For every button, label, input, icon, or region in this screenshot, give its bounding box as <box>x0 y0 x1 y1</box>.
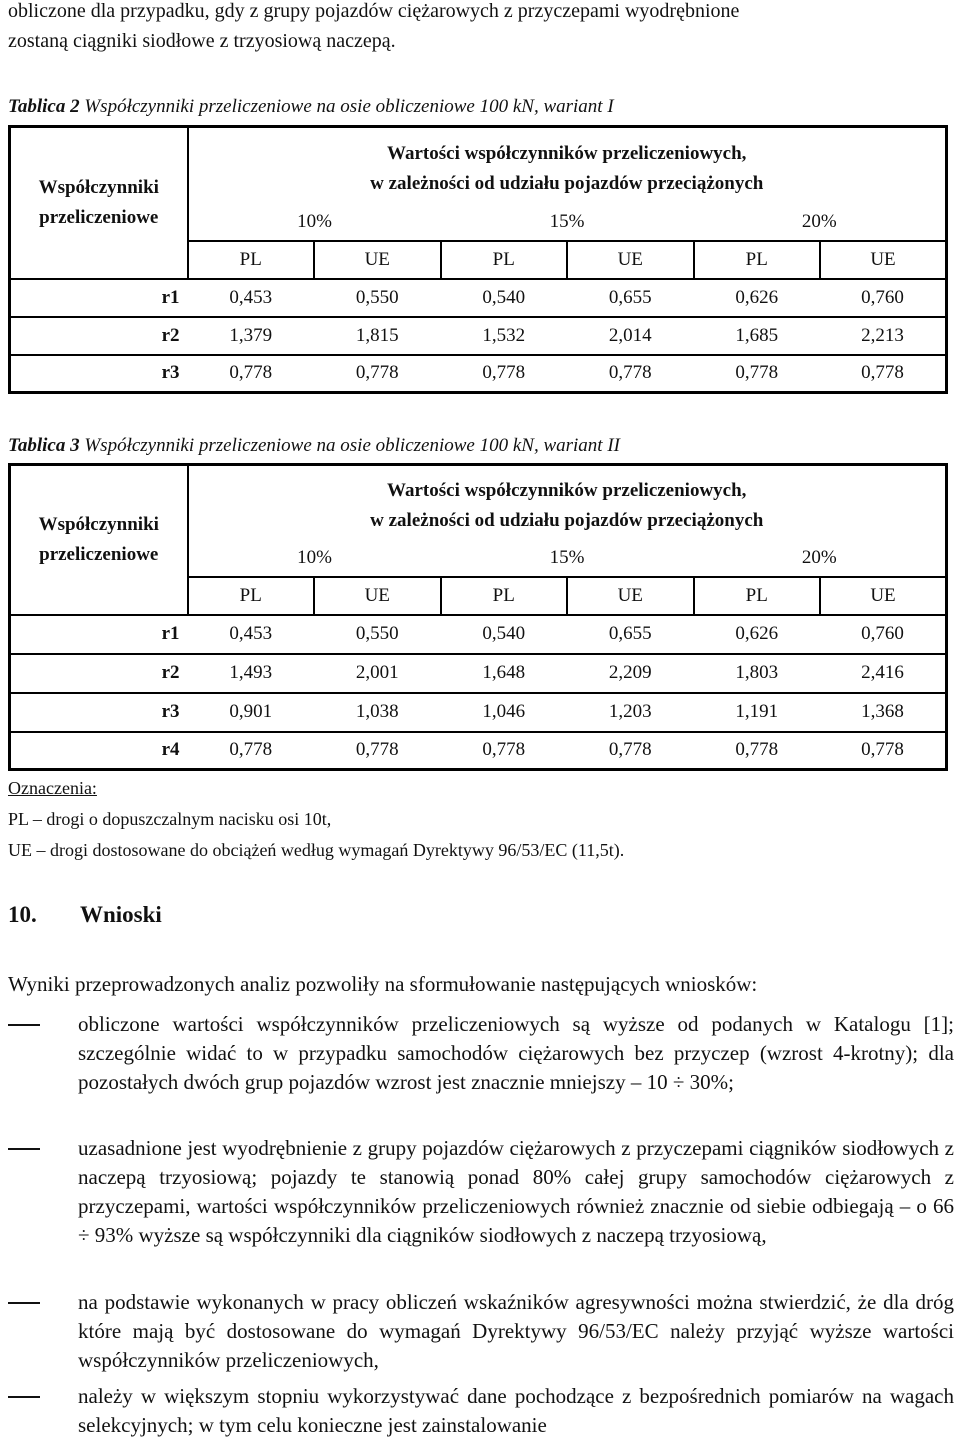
row-label: r4 <box>161 739 180 761</box>
table-cell: 0,655 <box>608 286 652 308</box>
table-cell: 2,209 <box>608 662 652 683</box>
table3-percent-20: 20% <box>694 541 947 577</box>
table3-percent-10: 10% <box>188 541 441 577</box>
table3-caption-text: Współczynniki przeliczeniowe na osie obliczeniowe 100 kN, wariant II <box>84 435 620 456</box>
table-row <box>10 615 947 654</box>
table3-left-header-2: przeliczeniowe <box>39 543 159 565</box>
table-cell: 0,550 <box>355 623 399 644</box>
table2-percent-20: 20% <box>694 205 947 241</box>
table-cell: 0,778 <box>482 362 526 384</box>
bullet-item-4: należy w większym stopniu wykorzystywać dane pochodzące z bezpośrednich pomiarów na wagach selekcyjnych; w tym celu konieczne jest zainstalowanie <box>78 1384 954 1437</box>
legend-ue: UE – drogi dostosowane do obciążeń według wymagań Dyrektywy 96/53/EC (11,5t). <box>8 840 625 860</box>
table-cell: 0,778 <box>861 362 904 384</box>
table2-sub-ue: UE <box>567 241 694 279</box>
table-cell: 1,379 <box>229 324 273 346</box>
table2-sub-ue: UE <box>870 248 896 270</box>
table3-caption-label: Tablica 3 <box>8 435 80 456</box>
table-cell: 0,760 <box>861 286 904 308</box>
conclusions-intro: Wyniki przeprowadzonych analiz pozwoliły na sformułowanie następujących wniosków: <box>8 972 758 996</box>
table3-percent-15: 15% <box>441 541 694 577</box>
table-cell: 0,453 <box>229 623 273 644</box>
table2 <box>8 125 948 394</box>
table2-left-header <box>10 127 188 279</box>
table2-caption-text: Współczynniki przeliczeniowe na osie obliczeniowe 100 kN, wariant I <box>84 96 614 117</box>
table-cell: 0,540 <box>482 286 526 308</box>
table-cell: 0,626 <box>735 623 779 644</box>
dash-bullet-marker <box>8 1302 40 1304</box>
section-title: Wnioski <box>80 902 162 927</box>
table-cell: 0,778 <box>355 362 399 384</box>
table-cell: 1,203 <box>608 701 652 722</box>
row-label: r3 <box>161 362 180 384</box>
section-heading <box>8 902 162 928</box>
table2-sub-pl: PL <box>188 241 315 279</box>
table3-caption <box>8 435 620 457</box>
legend-pl: PL – drogi o dopuszczalnym nacisku osi 10t, <box>8 809 332 829</box>
table2-values-header-2: w zależności od udziału pojazdów przeciążonych <box>370 173 764 195</box>
table-cell: 2,001 <box>355 662 399 683</box>
table-cell: 1,046 <box>482 701 526 722</box>
table-row <box>10 654 947 693</box>
table-cell: 0,655 <box>608 623 652 644</box>
table2-percent-15: 15% <box>441 205 694 241</box>
table-cell: 0,760 <box>861 623 904 644</box>
table2-caption-label: Tablica 2 <box>8 96 80 117</box>
table3-left-header <box>10 465 188 615</box>
table2-left-header-2: przeliczeniowe <box>39 206 159 228</box>
section-number: 10. <box>8 902 37 927</box>
bullet-item-2: uzasadnione jest wyodrębnienie z grupy pojazdów ciężarowych z przyczepami ciągników siodłowych z naczepą trzyosiową; pojazdy te stanowią ponad 80% całej grupy samochodów ciężarowych z przyczepami, wartości współczynników przeliczeniowych również znacznie od siebie odbiegają – o 66 ÷ 93% wyższe są współczynniki dla ciągników siodłowych z naczepą trzyosiową, <box>78 1136 954 1247</box>
table-cell: 0,550 <box>355 286 399 308</box>
bullet-item-3: na podstawie wykonanych w pracy obliczeń wskaźników agresywności można stwierdzić, że dla dróg które mają być dostosowane do wymagań Dyrektywy 96/53/EC należy przyjąć wyższe wartości współczynników przeliczeniowych, <box>78 1290 954 1372</box>
row-label: r3 <box>161 701 180 722</box>
dash-bullet-marker <box>8 1024 40 1026</box>
table-cell: 1,648 <box>482 662 526 683</box>
table-cell: 1,191 <box>735 701 779 722</box>
table-cell: 0,778 <box>608 739 652 761</box>
row-label: r2 <box>161 662 180 683</box>
intro-line-1: obliczone dla przypadku, gdy z grupy pojazdów ciężarowych z przyczepami wyodrębnione <box>8 0 740 22</box>
table2-sub-ue: UE <box>314 241 441 279</box>
row-label: r2 <box>161 324 180 346</box>
table3-sub-ue: UE <box>314 577 441 615</box>
table3-sub-ue: UE <box>870 584 896 606</box>
row-label: r1 <box>161 623 180 644</box>
table3-left-header-1: Współczynniki <box>38 513 159 535</box>
table2-left-header-1: Współczynniki <box>38 176 159 198</box>
bullet-item-1: obliczone wartości współczynników przeliczeniowych są wyższe od podanych w Katalogu [1]; szczególnie widać to w przypadku samochodów ciężarowych bez przyczep (wzrost 4-krotny); dla pozostałych dwóch grup pojazdów wzrost jest znacznie mniejszy – 10 ÷ 30%; <box>78 1012 954 1094</box>
table2-caption <box>8 96 614 118</box>
table-cell: 0,778 <box>355 739 399 761</box>
table2-values-header <box>188 127 947 205</box>
table-cell: 0,540 <box>482 623 526 644</box>
table-cell: 1,815 <box>355 324 399 346</box>
table3 <box>8 463 948 771</box>
table-cell: 0,778 <box>482 739 526 761</box>
table-cell: 1,803 <box>735 662 779 683</box>
table-row <box>10 355 947 393</box>
table-row <box>10 732 947 770</box>
table2-values-header-1: Wartości współczynników przeliczeniowych, <box>387 143 747 165</box>
table-cell: 1,038 <box>355 701 399 722</box>
table-cell: 1,685 <box>735 324 779 346</box>
table-cell: 0,778 <box>735 362 779 384</box>
legend-title: Oznaczenia: <box>8 778 97 798</box>
table2-sub-pl: PL <box>441 241 568 279</box>
table-cell: 1,532 <box>482 324 526 346</box>
table-cell: 2,213 <box>861 324 904 346</box>
table3-values-header-1: Wartości współczynników przeliczeniowych, <box>387 480 747 502</box>
table-cell: 2,416 <box>861 662 904 683</box>
table-cell: 2,014 <box>608 324 652 346</box>
table-cell: 0,778 <box>735 739 779 761</box>
table-cell: 0,778 <box>229 362 273 384</box>
intro-line-2: zostaną ciągniki siodłowe z trzyosiową naczepą. <box>8 30 396 52</box>
table-row <box>10 279 947 317</box>
table-row <box>10 693 947 732</box>
table2-percent-10: 10% <box>188 205 441 241</box>
dash-bullet-marker <box>8 1396 40 1398</box>
table-cell: 0,901 <box>229 701 273 722</box>
table3-values-header-2: w zależności od udziału pojazdów przeciążonych <box>370 510 764 532</box>
table3-sub-pl: PL <box>188 577 315 615</box>
table-cell: 0,778 <box>861 739 904 761</box>
table-cell: 0,453 <box>229 286 273 308</box>
table-cell: 1,368 <box>861 701 904 722</box>
table-cell: 0,778 <box>608 362 652 384</box>
table3-sub-pl: PL <box>441 577 568 615</box>
table-cell: 1,493 <box>229 662 273 683</box>
table-cell: 0,626 <box>735 286 779 308</box>
table-cell: 0,778 <box>229 739 273 761</box>
table2-sub-pl: PL <box>694 241 821 279</box>
table3-sub-ue: UE <box>567 577 694 615</box>
dash-bullet-marker <box>8 1148 40 1150</box>
row-label: r1 <box>161 286 180 308</box>
table-row <box>10 317 947 355</box>
table3-values-header <box>188 465 947 541</box>
table3-sub-pl: PL <box>694 577 821 615</box>
